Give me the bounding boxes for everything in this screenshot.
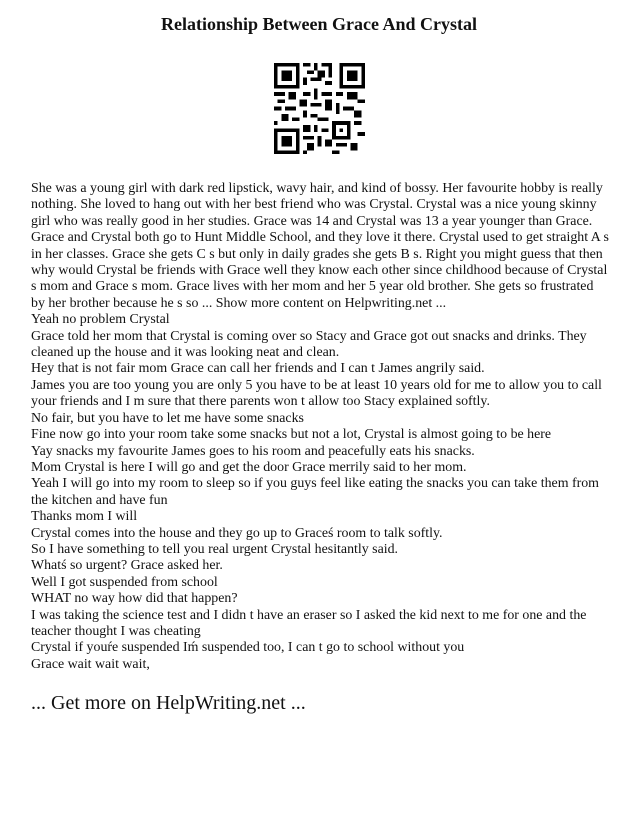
paragraph: Yeah I will go into my room to sleep so if you guys feel like eating the snacks you can take them from the kitchen and have fun (31, 476, 599, 508)
paragraph: Yay snacks my favourite James goes to his room and peacefully eats his snacks. (31, 443, 475, 459)
paragraph: No fair, but you have to let me have some snacks (31, 410, 304, 426)
paragraph: Hey that is not fair mom Grace can call her friends and I can t James angrily said. (31, 361, 485, 377)
paragraph: Crystal if youŕe suspended Iḿ suspended too, I can t go to school without you (31, 640, 465, 656)
more-link[interactable]: ... Get more on HelpWriting.net ... (31, 692, 306, 714)
paragraph: She was a young girl with dark red lipstick, wavy hair, and kind of bossy. Her favourite hobby is really nothing. She loved to hang out with her best friend who was Crystal. Crystal was a nice young skinny girl who was really good in her studies. Grace was 14 and Crystal was 13 a year younger than Grace. Grace and Crystal both go to Hunt Middle School, and they love it there. Crystal used to get straight A s in her classes. Grace she gets C s but only in daily grades she gets B s. Right you might guess that then why would Crystal be friends with Grace well they know each other since childhood because of Crystal s mom and Grace s mom. Grace lives with her mom and her 5 year old brother. She gets so frustrated by her brother because he s so ... Show more content on Helpwriting.net ... (31, 181, 609, 311)
paragraph: Thanks mom I will (31, 509, 138, 525)
paragraph: Fine now go into your room take some snacks but not a lot, Crystal is almost going to be here (31, 427, 552, 443)
paragraph: WHAT no way how did that happen? (31, 591, 238, 607)
paragraph: James you are too young you are only 5 you have to be at least 10 years old for me to allow you to call your friends and I m sure that there parents won t allow too Stacy explained softly. (31, 377, 602, 410)
paragraph: So I have something to tell you real urgent Crystal hesitantly said. (31, 541, 399, 557)
document-body (31, 181, 610, 673)
paragraph: Grace told her mom that Crystal is coming over so Stacy and Grace got out snacks and drinks. They cleaned up the house and it was looking neat and clean. (31, 328, 587, 361)
paragraph: Mom Crystal is here I will go and get the door Grace merrily said to her mom. (31, 459, 467, 475)
qr-code-icon (274, 63, 365, 154)
document-title: Relationship Between Grace And Crystal (161, 14, 477, 34)
paragraph: Well I got suspended from school (31, 574, 218, 590)
paragraph: Crystal comes into the house and they go up to Graceś room to talk softly. (31, 525, 443, 541)
paragraph: I was taking the science test and I didn t have an eraser so I asked the kid next to me for one and the teacher thought I was cheating (31, 607, 587, 639)
paragraph: Whatś so urgent? Grace asked her. (31, 558, 223, 574)
paragraph: Grace wait wait wait, (31, 656, 150, 672)
paragraph: Yeah no problem Crystal (31, 312, 170, 328)
